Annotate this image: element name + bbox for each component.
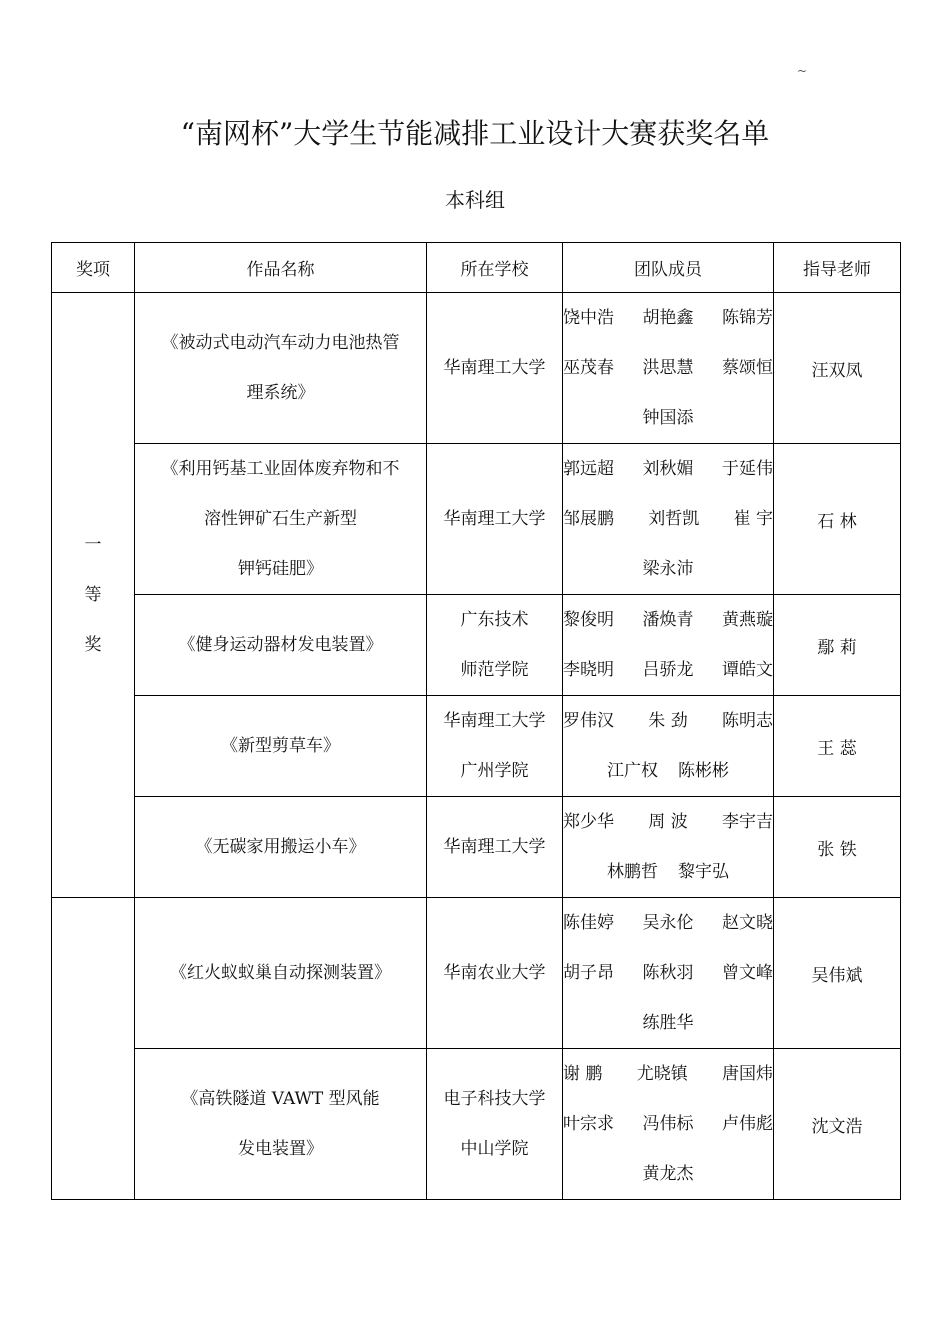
member-name: 于延伟 xyxy=(722,459,773,479)
member-name: 陈明志 xyxy=(722,711,773,731)
member-name: 洪思慧 xyxy=(642,358,694,378)
document-subtitle: 本科组 xyxy=(445,188,505,212)
corner-mark: ~ xyxy=(797,64,808,78)
work-name-line: 钾钙硅肥》 xyxy=(238,559,323,579)
work-name-line: 《新型剪草车》 xyxy=(221,736,340,756)
member-name: 潘焕青 xyxy=(642,610,694,630)
work-name-cell xyxy=(135,595,427,696)
work-name-cell xyxy=(135,898,427,1049)
member-name: 曾文峰 xyxy=(722,963,773,983)
member-name: 周 波 xyxy=(648,812,688,832)
members-cell xyxy=(563,797,774,898)
school-cell xyxy=(427,595,563,696)
school-line: 中山学院 xyxy=(460,1139,529,1159)
header-work-name: 作品名称 xyxy=(135,243,427,293)
table-row xyxy=(52,696,901,797)
member-name: 黎俊明 xyxy=(563,610,614,630)
work-name-cell xyxy=(135,1049,427,1200)
member-name: 陈秋羽 xyxy=(642,963,694,983)
school-line: 师范学院 xyxy=(460,660,529,680)
member-name: 叶宗求 xyxy=(563,1114,614,1134)
members-cell xyxy=(563,898,774,1049)
work-name-cell xyxy=(135,797,427,898)
member-name: 唐国炜 xyxy=(722,1064,773,1084)
table-row xyxy=(52,595,901,696)
member-name: 陈彬彬 xyxy=(678,761,729,781)
member-name: 郭远超 xyxy=(563,459,614,479)
award-rank-char: 奖 xyxy=(84,635,102,655)
members-cell xyxy=(563,444,774,595)
award-rank-cell xyxy=(52,293,135,898)
advisor-cell: 汪双凤 xyxy=(774,293,901,444)
member-name: 钟国添 xyxy=(642,408,694,428)
award-table xyxy=(51,242,901,1200)
table-row xyxy=(52,1049,901,1200)
member-name: 吕骄龙 xyxy=(642,660,694,680)
school-cell xyxy=(427,696,563,797)
member-name: 吴永伦 xyxy=(642,913,694,933)
table-row xyxy=(52,293,901,444)
work-name-line: 发电装置》 xyxy=(238,1139,323,1159)
member-name: 卢伟彪 xyxy=(722,1114,773,1134)
work-name-line: 理系统》 xyxy=(246,383,315,403)
member-name: 邹展鹏 xyxy=(563,509,614,529)
member-name: 饶中浩 xyxy=(563,308,614,328)
member-name: 李晓明 xyxy=(563,660,614,680)
work-name-line: 《被动式电动汽车动力电池热管 xyxy=(161,333,400,353)
member-name: 谭皓文 xyxy=(722,660,773,680)
header-team-members: 团队成员 xyxy=(563,243,774,293)
table-row xyxy=(52,898,901,1049)
award-rank-char: 一 xyxy=(84,535,102,555)
work-name-cell xyxy=(135,444,427,595)
member-name: 刘秋媚 xyxy=(642,459,694,479)
school-line: 华南理工大学 xyxy=(443,509,546,529)
school-cell xyxy=(427,797,563,898)
table-row xyxy=(52,444,901,595)
work-name-line: 《健身运动器材发电装置》 xyxy=(178,635,383,655)
member-name: 巫茂春 xyxy=(563,358,614,378)
member-name: 林鹏哲 xyxy=(607,862,658,882)
member-name: 谢 鹏 xyxy=(563,1064,603,1084)
members-cell xyxy=(563,595,774,696)
school-cell xyxy=(427,1049,563,1200)
header-advisor: 指导老师 xyxy=(774,243,901,293)
school-line: 电子科技大学 xyxy=(443,1089,546,1109)
member-name: 崔 宇 xyxy=(733,509,773,529)
school-cell xyxy=(427,293,563,444)
member-name: 梁永沛 xyxy=(642,559,694,579)
member-name: 黄龙杰 xyxy=(642,1164,694,1184)
member-name: 胡子昂 xyxy=(563,963,614,983)
school-cell xyxy=(427,898,563,1049)
school-cell xyxy=(427,444,563,595)
member-name: 郑少华 xyxy=(563,812,614,832)
award-rank-cell xyxy=(52,898,135,1200)
work-name-cell xyxy=(135,696,427,797)
school-line: 华南理工大学 xyxy=(443,711,546,731)
document-title: “南网杯”大学生节能减排工业设计大赛获奖名单 xyxy=(180,117,770,150)
member-name: 练胜华 xyxy=(642,1013,694,1033)
work-name-line: 《利用钙基工业固体废弃物和不 xyxy=(161,459,400,479)
member-name: 蔡颂恒 xyxy=(722,358,773,378)
header-award: 奖项 xyxy=(52,243,135,293)
award-rank-char: 等 xyxy=(84,585,102,605)
member-name: 尤晓镇 xyxy=(636,1064,688,1084)
members-cell xyxy=(563,293,774,444)
member-name: 赵文晓 xyxy=(722,913,773,933)
work-name-line: 《红火蚁蚁巢自动探测装置》 xyxy=(170,963,391,983)
member-name: 胡艳鑫 xyxy=(642,308,694,328)
members-cell xyxy=(563,1049,774,1200)
advisor-cell: 张 铁 xyxy=(774,797,901,898)
member-name: 黎宇弘 xyxy=(678,862,729,882)
advisor-cell: 吴伟斌 xyxy=(774,898,901,1049)
school-line: 广东技术 xyxy=(460,610,529,630)
table-header-row xyxy=(52,243,901,293)
advisor-cell: 沈文浩 xyxy=(774,1049,901,1200)
header-school: 所在学校 xyxy=(427,243,563,293)
school-line: 广州学院 xyxy=(460,761,529,781)
work-name-line: 溶性钾矿石生产新型 xyxy=(204,509,357,529)
school-line: 华南理工大学 xyxy=(443,837,546,857)
member-name: 朱 劲 xyxy=(648,711,688,731)
advisor-cell: 石 林 xyxy=(774,444,901,595)
member-name: 李宇吉 xyxy=(722,812,773,832)
table-row xyxy=(52,797,901,898)
work-name-cell xyxy=(135,293,427,444)
work-name-line: 《高铁隧道 VAWT 型风能 xyxy=(181,1089,380,1109)
member-name: 陈佳婷 xyxy=(563,913,614,933)
advisor-cell: 王 蕊 xyxy=(774,696,901,797)
members-cell xyxy=(563,696,774,797)
member-name: 陈锦芳 xyxy=(722,308,773,328)
member-name: 罗伟汉 xyxy=(563,711,614,731)
school-line: 华南农业大学 xyxy=(443,963,546,983)
school-line: 华南理工大学 xyxy=(443,358,546,378)
member-name: 黄燕璇 xyxy=(722,610,773,630)
member-name: 冯伟标 xyxy=(642,1114,694,1134)
member-name: 刘哲凯 xyxy=(648,509,700,529)
member-name: 江广权 xyxy=(607,761,658,781)
work-name-line: 《无碳家用搬运小车》 xyxy=(195,837,366,857)
advisor-cell: 鄢 莉 xyxy=(774,595,901,696)
